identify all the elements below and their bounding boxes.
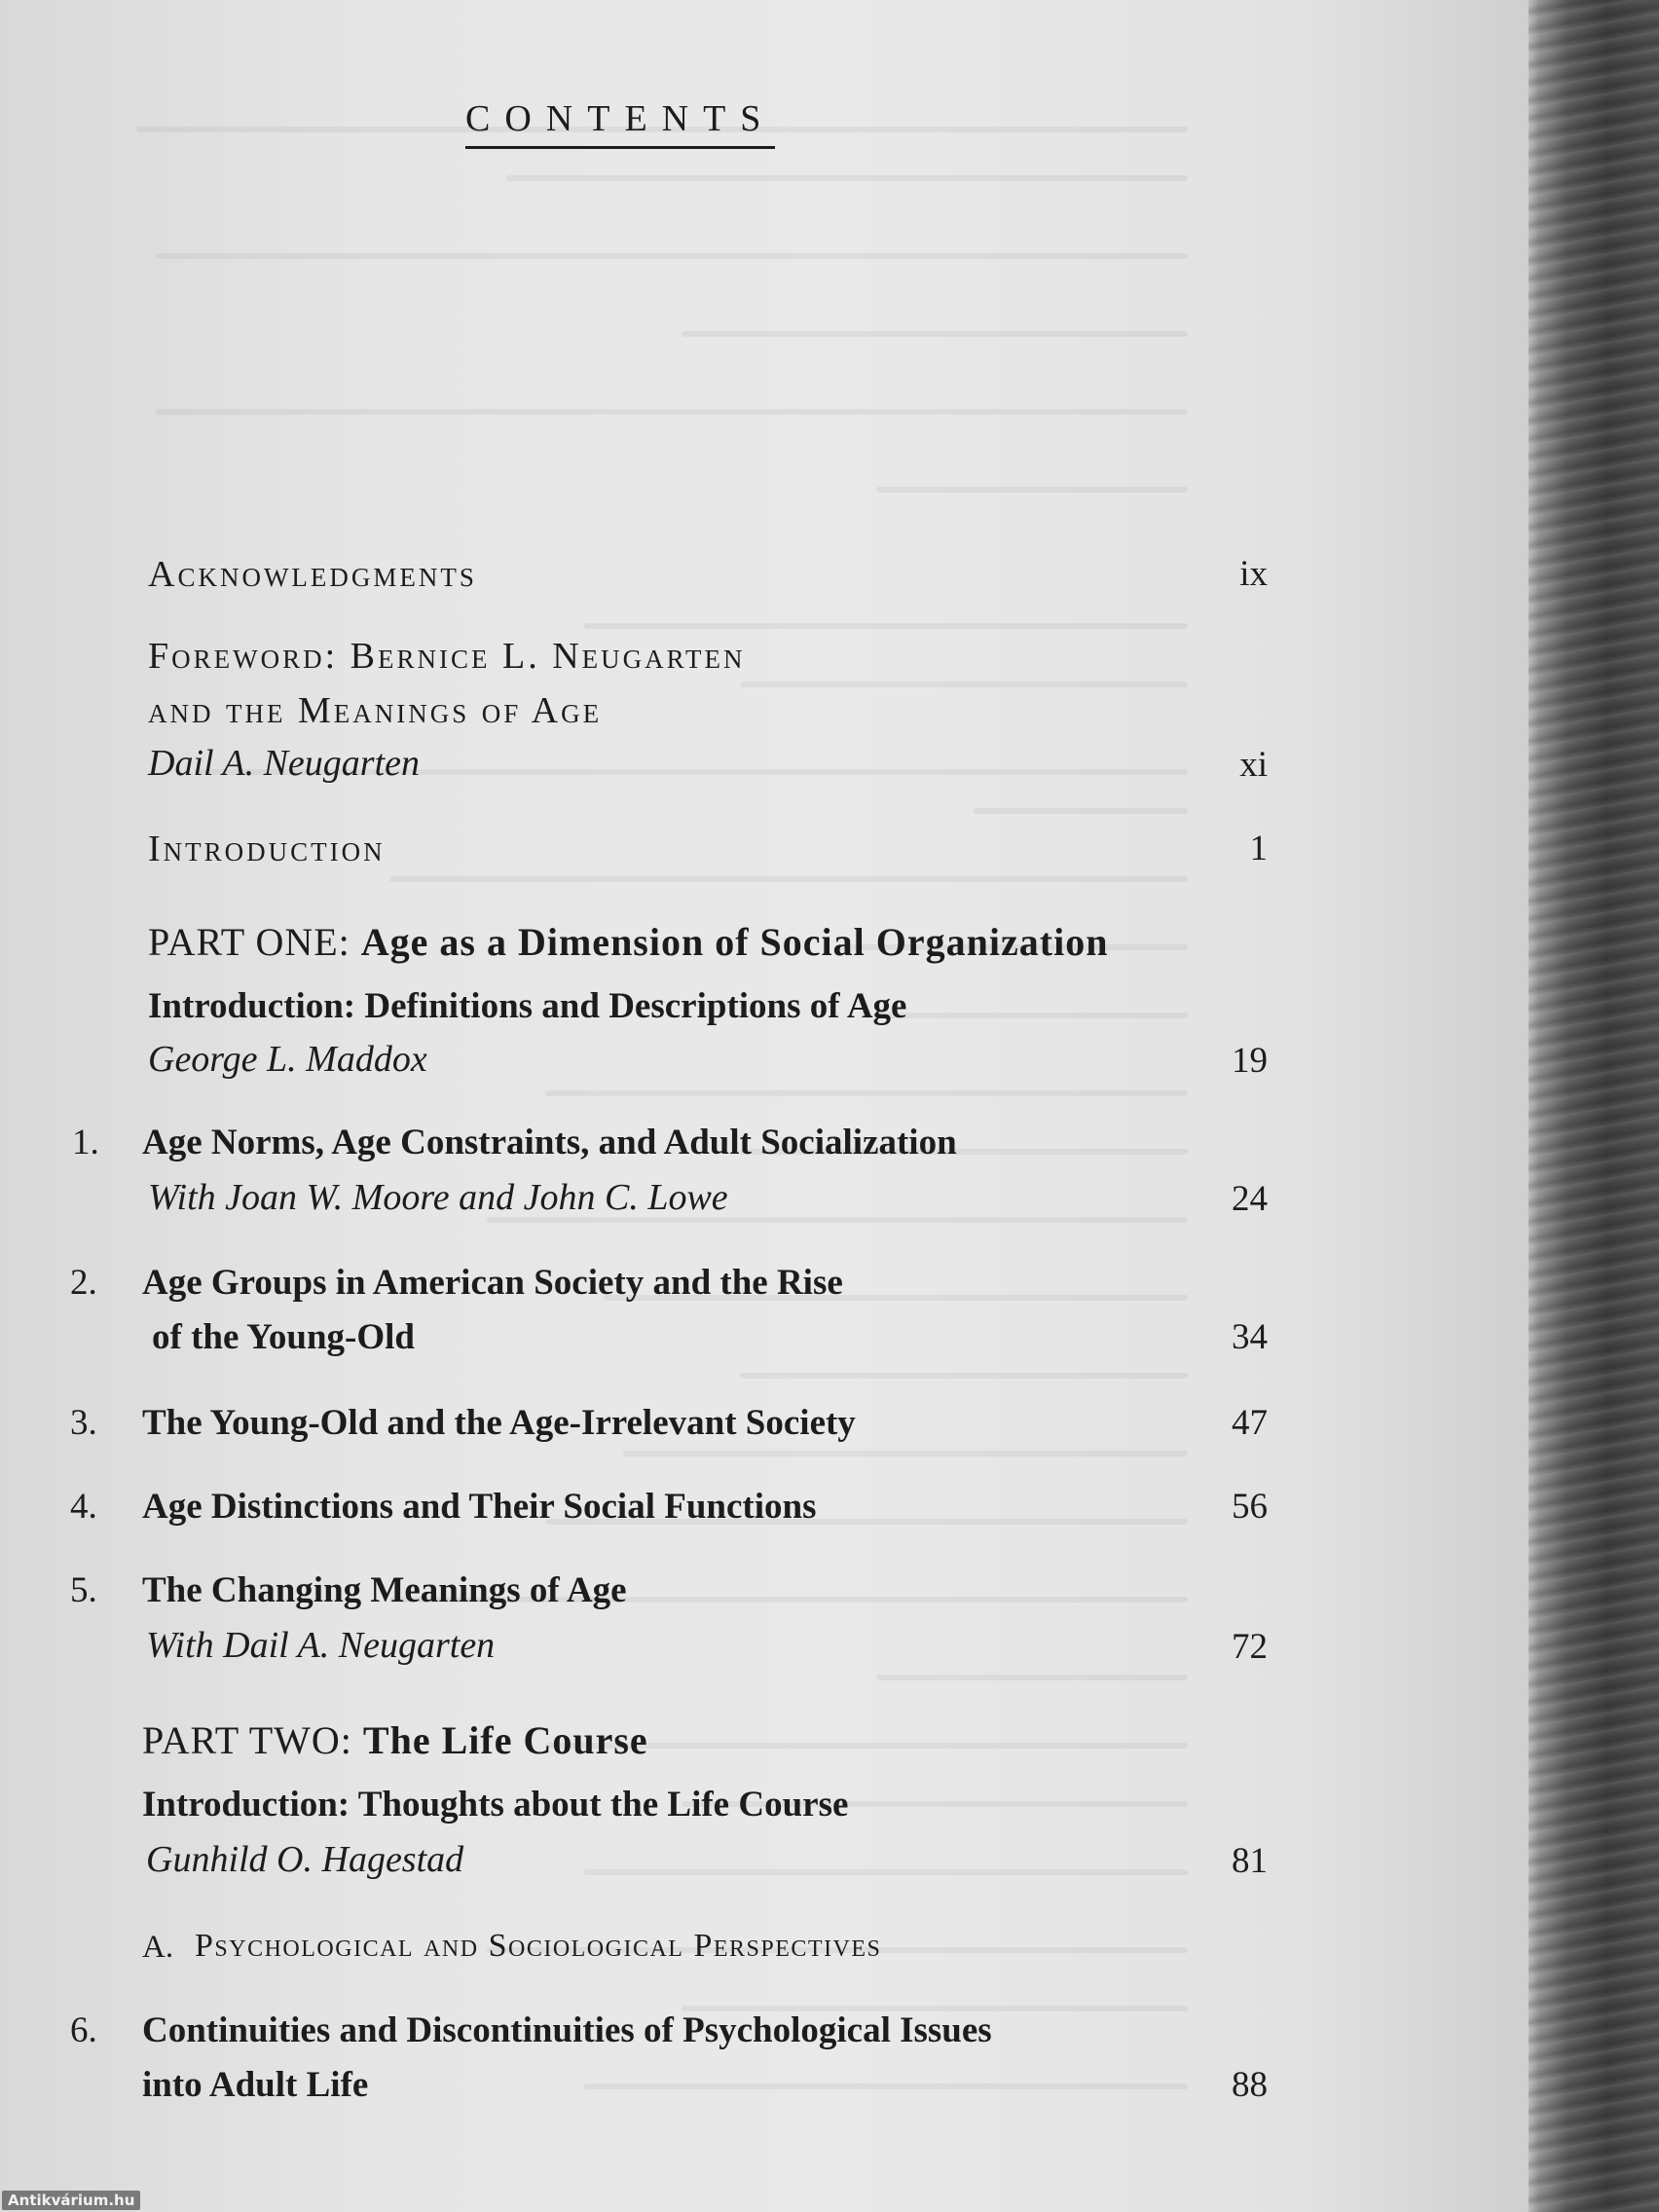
chapter-number: 6. <box>70 2010 97 2050</box>
section-label: A. <box>142 1930 174 1965</box>
page-number: 1 <box>1249 829 1268 868</box>
watermark: Antikvárium.hu <box>2 2191 140 2210</box>
chapter-title-line-1: Continuities and Discontinuities of Psychological Issues <box>142 2010 992 2050</box>
chapter-number: 5. <box>70 1570 97 1610</box>
chapter-title: Age Distinctions and Their Social Functions <box>142 1487 817 1527</box>
page-number: xi <box>1239 745 1268 785</box>
entry-title: Introduction <box>148 829 386 869</box>
part-title: The Life Course <box>362 1718 648 1762</box>
chapter-title: The Young-Old and the Age-Irrelevant Society <box>142 1403 856 1443</box>
chapter-title: The Changing Meanings of Age <box>142 1570 627 1610</box>
part-intro-title: Introduction: Thoughts about the Life Course <box>142 1785 849 1825</box>
part-intro-author: Gunhild O. Hagestad <box>146 1839 464 1880</box>
contents-heading: CONTENTS <box>465 97 775 149</box>
part-title: Age as a Dimension of Social Organization <box>360 920 1109 964</box>
entry-title: Acknowledgments <box>148 554 477 595</box>
part-heading <box>148 919 1108 965</box>
page-number: 56 <box>1232 1487 1268 1527</box>
page-number: ix <box>1239 554 1268 594</box>
page-number: 47 <box>1232 1403 1268 1443</box>
part-label: PART TWO: <box>142 1718 352 1762</box>
page-number: 72 <box>1232 1627 1268 1667</box>
spine-texture <box>1529 0 1659 2212</box>
book-spine-shadow <box>1529 0 1659 2212</box>
entry-author: Dail A. Neugarten <box>148 743 421 784</box>
chapter-coauthors: With Dail A. Neugarten <box>146 1625 496 1666</box>
chapter-title-line-1: Age Groups in American Society and the Rise <box>142 1263 843 1303</box>
chapter-number: 3. <box>70 1403 97 1443</box>
page-number: 88 <box>1232 2065 1268 2105</box>
chapter-number: 2. <box>70 1263 97 1303</box>
section-title: Psychological and Sociological Perspectives <box>195 1928 882 1964</box>
page-number: 19 <box>1232 1041 1268 1081</box>
part-intro-author: George L. Maddox <box>148 1039 427 1080</box>
entry-title-line-1: Foreword: Bernice L. Neugarten <box>148 636 746 677</box>
entry-title-line-2: and the Meanings of Age <box>148 690 603 731</box>
page-number: 24 <box>1232 1179 1268 1219</box>
page-number: 81 <box>1232 1841 1268 1881</box>
page-number: 34 <box>1232 1317 1268 1357</box>
chapter-number: 4. <box>70 1487 97 1527</box>
chapter-title-line-2: of the Young-Old <box>152 1317 416 1357</box>
part-intro-title: Introduction: Definitions and Descriptions of Age <box>148 986 907 1026</box>
chapter-title-line-2: into Adult Life <box>142 2065 369 2105</box>
chapter-coauthors: With Joan W. Moore and John C. Lowe <box>148 1177 728 1218</box>
part-heading <box>142 1717 648 1763</box>
part-label: PART ONE: <box>148 920 350 964</box>
chapter-title: Age Norms, Age Constraints, and Adult Socialization <box>142 1123 957 1162</box>
chapter-number: 1. <box>72 1123 99 1162</box>
